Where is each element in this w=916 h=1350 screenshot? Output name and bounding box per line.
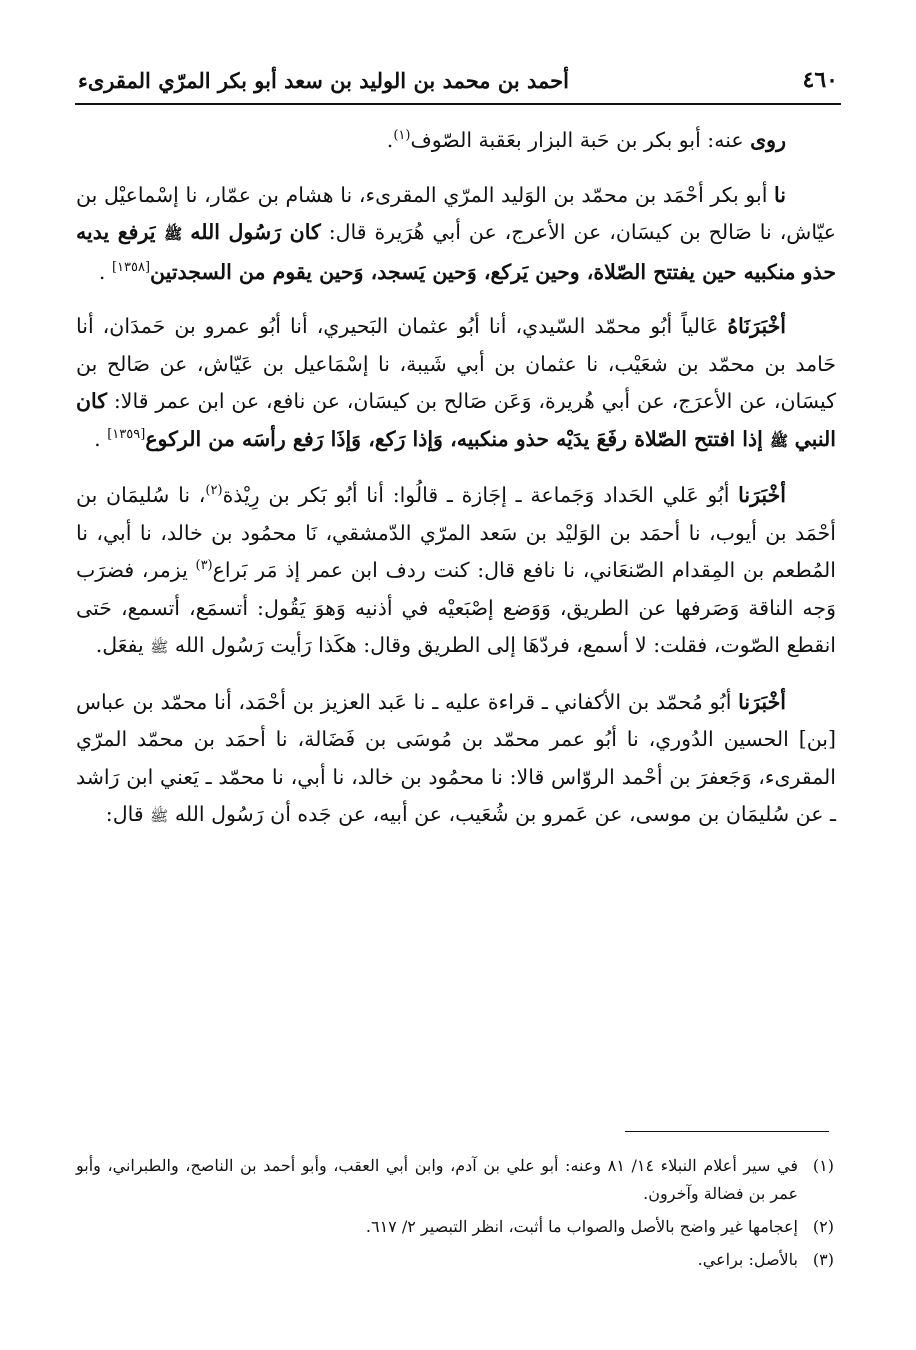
running-title: أحمد بن محمد بن الوليد بن سعد أبو بكر المرّي المقرىء <box>78 67 569 93</box>
footnote-text: بالأصل: براعي. <box>697 1250 798 1269</box>
paragraph-text: يفعَل. <box>95 633 151 657</box>
salutation-glyph: ﷺ <box>769 431 789 450</box>
footnote <box>76 1213 834 1241</box>
hadith-text: إذا افتتح الصّلاة رفَعَ يدَيْه حذو منكبيه، وَإذا رَكع، وَإذَا رَفع رأسَه من الركوع <box>145 426 770 451</box>
hadith-text: كان رَسُول الله <box>190 220 321 244</box>
paragraph-text: ، نا سُليمَان بن أحْمَد بن أيوب، نا أحمَد بن الوَليْد بن سَعد المرّي الدّمشقي، نَا محمُود بن خالد، نا أبي، نا المُطعم بن المِقدام الصّنعَاني، نا نافع قال: كنت ردف ابن عمر إذ مَر بَراع <box>76 483 836 582</box>
salutation-glyph: ﷺ <box>150 638 169 656</box>
paragraph-hadith-1358 <box>76 177 836 292</box>
paragraph-text: أبو بكر أحْمَد بن محمّد بن الوَليد المرّي المقرىء، نا هشام بن عمّار، نا إسْماعيْل بن عيّاش، نا صَالح بن كيسَان، عن الأعرج، عن أبي هُرَيرة قال: <box>76 182 836 244</box>
salutation-glyph: ﷺ <box>150 807 169 825</box>
paragraph-narrators <box>76 122 836 160</box>
paragraph-text: أبُو مُحمّد بن الأكفاني ـ قراءة عليه ـ نا عَبد العزيز بن أحْمَد، أنا محمّد بن عباس [بن] الحسين الدُوري، نا أبُو عمر محمّد بن مُوسَى بن فَضَالة، نا أحمَد بن محمّد المرّي المقرىء، وَجَعفرَ بن أحْمد الروّاس قالا: نا محمُود بن خالد، نا أبي، نا محمّد ـ يَعني ابن رَاشد ـ عن سُليمَان بن موسى، عن عَمرو بن شُعَيب، عن أبيه، عن جَده أن رَسُول الله <box>76 689 836 826</box>
paragraph-text: يزمر، فضرَب وَجه الناقة وَصَرفها عن الطريق، وَوَضع إصْبَعيْه في أذنيه وَهوَ يَقُول: أتسمَع، أتسمع، حَتى انقطع الصّوت، فقلت: لا أسمع، فردّهَا إلى الطريق وقال: هكَذا رَأيت رَسُول الله <box>76 558 836 657</box>
header-rule <box>75 103 841 105</box>
paragraph-lead: أخْبَرَنا <box>738 483 786 507</box>
footnote <box>76 1246 834 1274</box>
footnote-rule <box>625 1131 829 1132</box>
footnote-text: في سير أعلام النبلاء ١٤/ ٨١ وعنه: أبو علي بن آدم، وابن أبي العقب، وأبو أحمد بن الناصح، والطبراني، وأبو عمر بن فضالة وآخرون. <box>76 1156 798 1203</box>
page-number: ٤٦٠ <box>802 67 838 93</box>
page-header <box>78 60 838 100</box>
footnote-text: إعجامها غير واضح بالأصل والصواب ما أثبت، انظر التبصير ٢/ ٦١٧. <box>365 1217 798 1236</box>
footnote-ref: (٣) <box>195 558 213 574</box>
hadith-number: [١٣٥٨] <box>111 259 151 275</box>
paragraph-lead: روى <box>750 128 786 152</box>
paragraph-text: عنه: أبو بكر بن حَبة البزار بعَقبة الصّوف <box>410 128 751 152</box>
footnote-ref: (١) <box>393 128 411 144</box>
paragraph-final <box>76 684 836 836</box>
paragraph-text: أبُو عَلي الحَداد وَجَماعة ـ إجَازة ـ قالُوا: أنا أبُو بَكر بن رِيْذة <box>222 483 739 507</box>
paragraph-lead: أخْبَرَنَاهُ <box>727 314 786 338</box>
paragraph-lead: نا <box>774 182 786 207</box>
footnotes <box>76 1152 834 1279</box>
footnote-number: (٢) <box>812 1217 834 1236</box>
paragraph-end: . <box>98 259 106 284</box>
main-text <box>76 122 836 836</box>
paragraph-text: عَالياً أبُو محمّد السّيدي، أنا أبُو عثمان البَحيري، أنا أبُو عمرو بن حَمدَان، أنا حَامد بن محمّد بن شعَيْب، نا عثمان بن أبي شَيبة، نا إسْمَاعيل بن عَيّاش، عن صَالح بن كيسَان، عن الأعرَج، عن أبي هُريرة، وَعَن صَالح بن كيسَان، عن نافع، عن ابن عمر قالا: <box>76 314 836 413</box>
footnote <box>76 1152 834 1208</box>
footnote-ref: (٢) <box>205 483 223 499</box>
paragraph-ibn-umar <box>76 477 836 667</box>
footnote-number: (١) <box>812 1156 834 1175</box>
hadith-text: كان النبي <box>76 389 836 451</box>
footnote-number: (٣) <box>812 1250 834 1269</box>
paragraph-end: . <box>94 426 101 451</box>
hadith-text: يَرفع يديه حذو منكبيه حين يفتتح الصّلاة، وحين يَركع، وَحين يَسجد، وَحين يقوم من السجدتين <box>76 220 836 284</box>
paragraph-hadith-1359 <box>76 308 836 460</box>
paragraph-lead: أخْبَرَنا <box>738 689 786 714</box>
hadith-number: [١٣٥٩] <box>107 426 146 442</box>
paragraph-end: . <box>386 128 394 152</box>
paragraph-text: قال: <box>105 802 151 826</box>
salutation-glyph: ﷺ <box>164 225 183 243</box>
